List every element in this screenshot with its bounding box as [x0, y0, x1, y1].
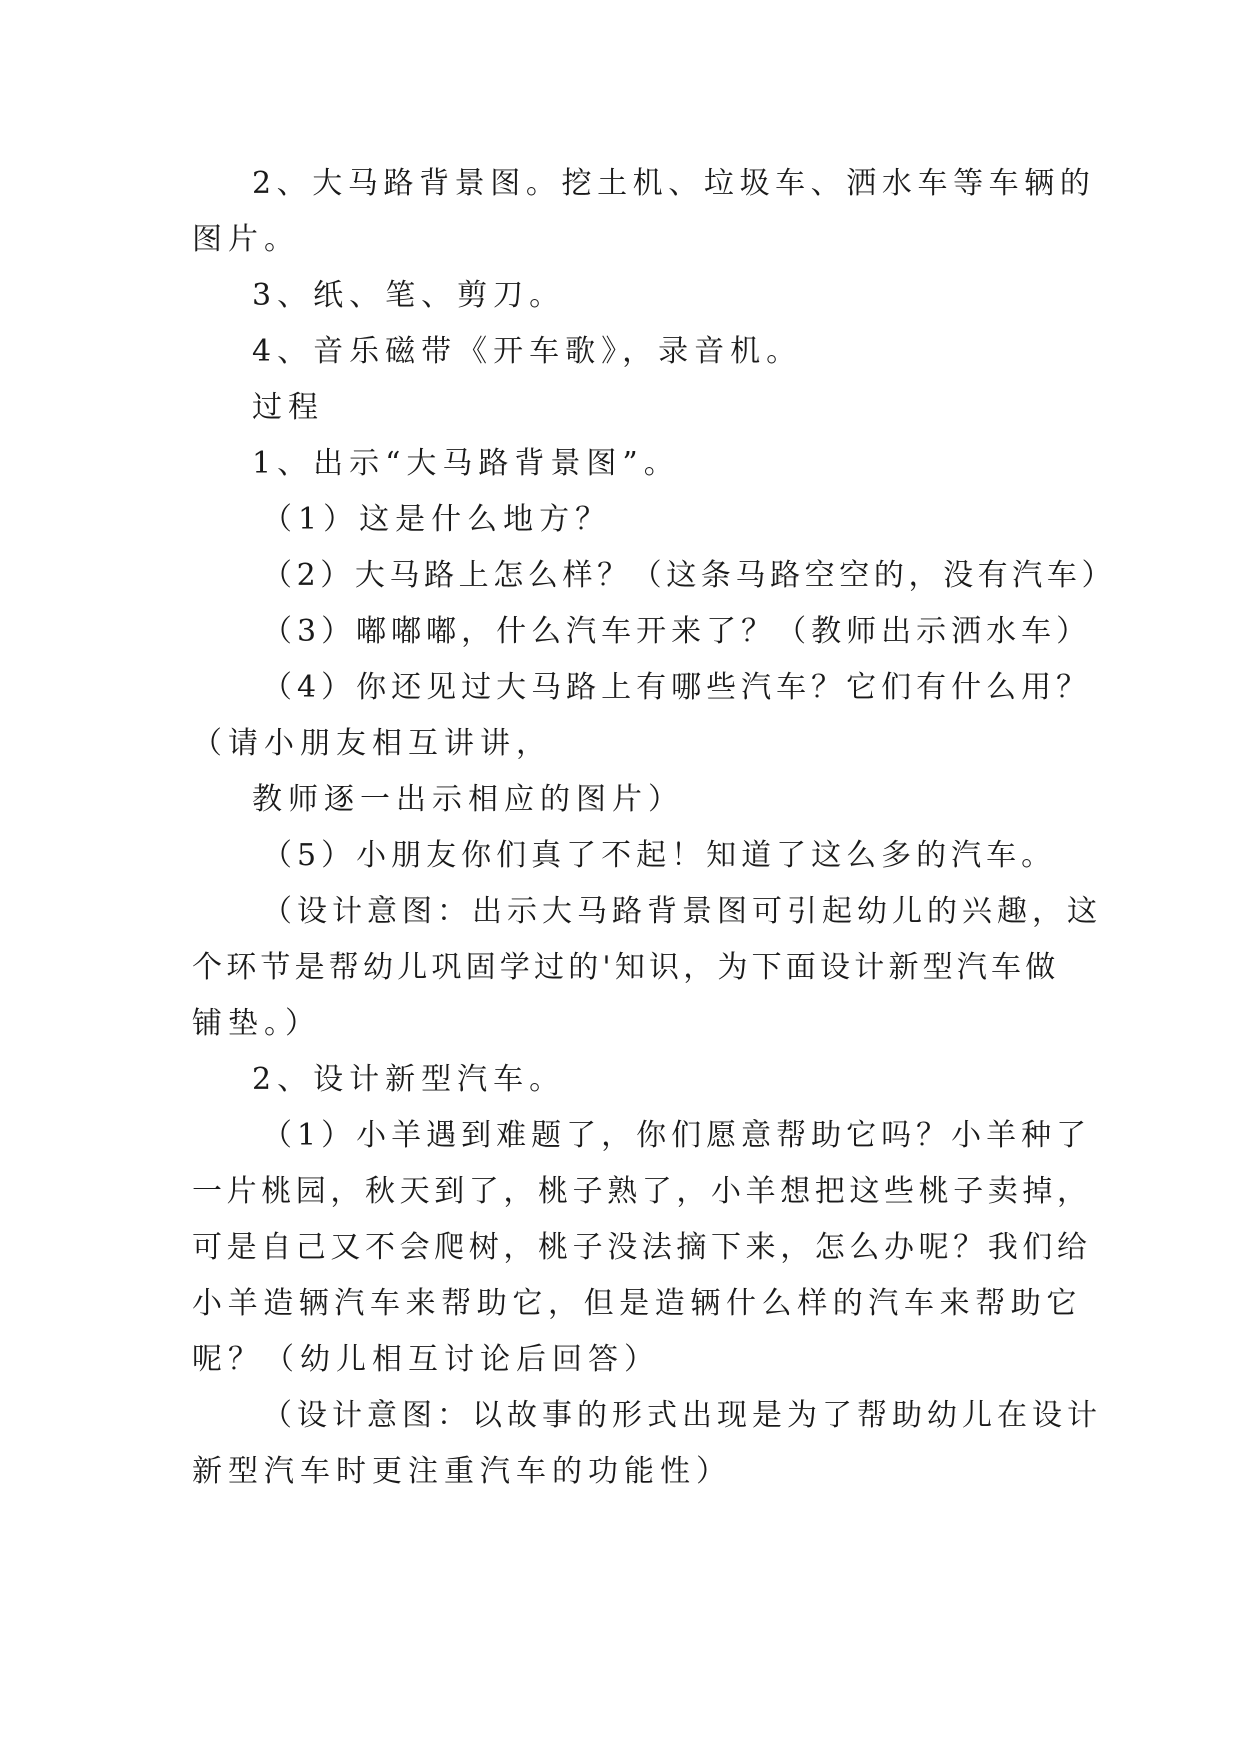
text-line: （3）嘟嘟嘟，什么汽车开来了？（教师出示洒水车） — [262, 614, 1092, 649]
text-line: 2、设计新型汽车。 — [252, 1062, 566, 1097]
text-line: （设计意图：出示大马路背景图可引起幼儿的兴趣，这 — [262, 894, 1102, 929]
text-line: （5）小朋友你们真了不起！知道了这么多的汽车。 — [262, 838, 1057, 873]
text-line: 1、出示“大马路背景图”。 — [252, 446, 680, 481]
text-line: 新型汽车时更注重汽车的功能性） — [192, 1454, 732, 1489]
text-line: （1）小羊遇到难题了，你们愿意帮助它吗？小羊种了 — [262, 1118, 1092, 1153]
text-line: 3、纸、笔、剪刀。 — [252, 278, 566, 313]
text-line: （设计意图：以故事的形式出现是为了帮助幼儿在设计 — [262, 1398, 1102, 1433]
text-line: 4、音乐磁带《开车歌》，录音机。 — [252, 334, 803, 369]
text-line: 个环节是帮幼儿巩固学过的'知识，为下面设计新型汽车做 — [192, 950, 1060, 985]
text-line: 小羊造辆汽车来帮助它，但是造辆什么样的汽车来帮助它 — [192, 1286, 1082, 1321]
text-line: （请小朋友相互讲讲， — [192, 726, 552, 761]
section-heading: 过程 — [252, 390, 324, 425]
text-line: 教师逐一出示相应的图片） — [252, 782, 684, 817]
text-line: 2、大马路背景图。挖土机、垃圾车、洒水车等车辆的 — [252, 166, 1096, 201]
text-line: （2）大马路上怎么样？（这条马路空空的，没有汽车） — [262, 558, 1117, 593]
text-line: 图片。 — [192, 222, 300, 257]
text-line: （4）你还见过大马路上有哪些汽车？它们有什么用？ — [262, 670, 1092, 705]
text-line: 铺垫。） — [192, 1006, 321, 1041]
text-line: 可是自己又不会爬树，桃子没法摘下来，怎么办呢？我们给 — [192, 1230, 1092, 1265]
text-line: 呢？（幼儿相互讨论后回答） — [192, 1342, 660, 1377]
text-line: 一片桃园，秋天到了，桃子熟了，小羊想把这些桃子卖掉， — [192, 1174, 1092, 1209]
text-line: （1）这是什么地方？ — [262, 502, 612, 537]
